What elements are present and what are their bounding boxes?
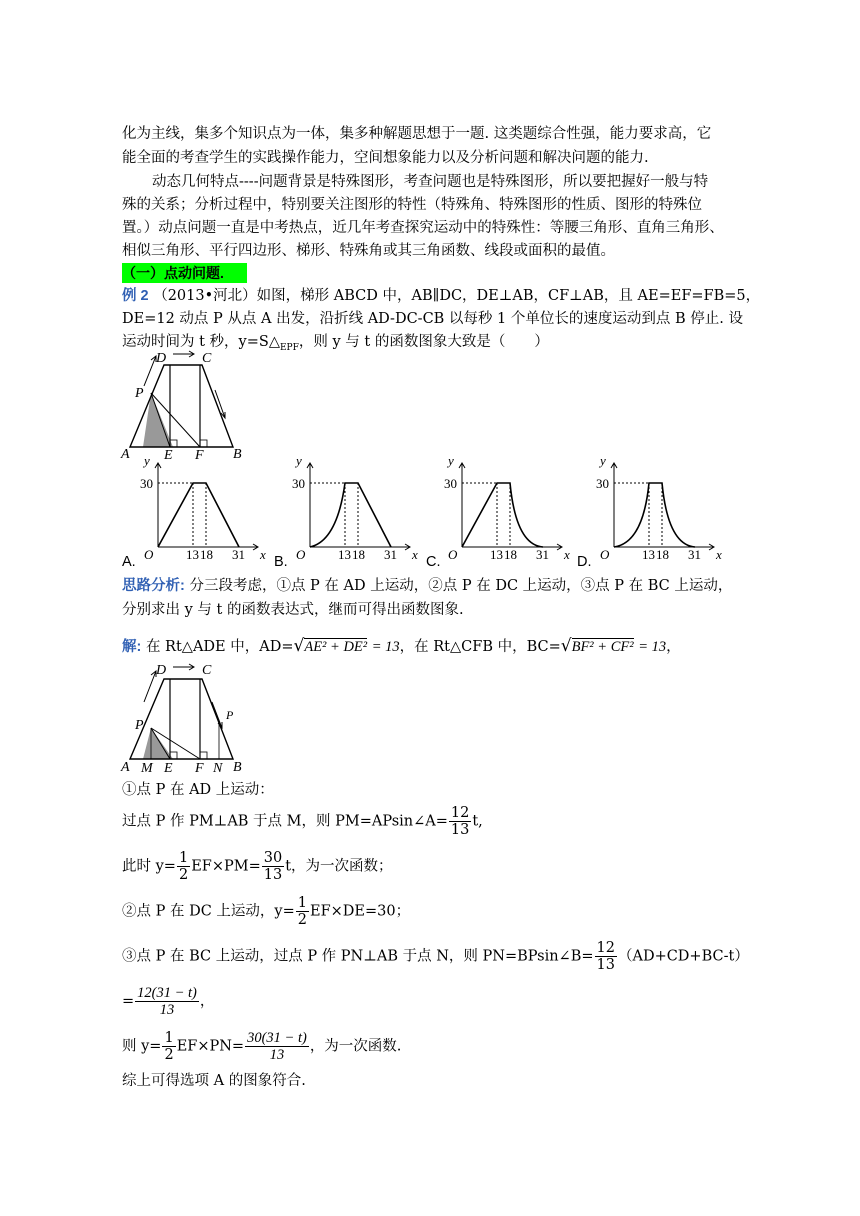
graph-option-d [596, 455, 722, 562]
label-C: C [202, 663, 212, 678]
label-C: C [202, 351, 212, 366]
solution-text: EF×DE=30； [310, 903, 411, 920]
x-label: x [260, 547, 266, 562]
label-B: B [233, 760, 242, 774]
x-label: x [564, 547, 570, 562]
fraction [449, 805, 471, 838]
numerator: 30(31 − t) [247, 1030, 307, 1046]
denominator: 13 [450, 822, 470, 838]
function-curve [462, 483, 543, 547]
analysis-label: 思路分析: [122, 578, 185, 594]
origin-label: O [600, 547, 610, 562]
intro-line: 相似三角形、平行四边形、梯形、特殊角或其三角函数、线段或面积的最值。 [122, 243, 615, 259]
solution-line [122, 1030, 401, 1063]
solution-line: ①点 P 在 AD 上运动： [122, 782, 274, 798]
numerator: 30 [263, 850, 283, 866]
solution-text: 过点 P 作 PM⊥AB 于点 M，则 PM=APsin∠A= [122, 813, 448, 830]
tick-label-13: 13 [642, 547, 655, 562]
numerator: 12 [596, 940, 615, 956]
label-F: F [195, 448, 204, 460]
tick-label-18: 18 [200, 547, 213, 562]
y-label: y [600, 455, 606, 468]
intro-line: 动态几何特点----问题背景是特殊图形，考查问题也是特殊图形，所以要把握好一般与特 [152, 174, 709, 190]
label-E: E [164, 761, 173, 774]
fraction [162, 1030, 175, 1063]
origin-label: O [144, 547, 154, 562]
y-label: y [448, 455, 454, 468]
tick-label-13: 13 [186, 547, 199, 562]
tick-label-31: 31 [384, 547, 397, 562]
solution-text: EF×PM= [191, 858, 261, 875]
analysis-text: 分三段考虑，①点 P 在 AD 上运动，②点 P 在 DC 上运动，③点 P 在 BC 上运动， [189, 578, 733, 594]
y-label: y [144, 455, 150, 468]
solution-line: 综上可得选项 A 的图象符合. [122, 1073, 306, 1089]
solution-text: = [122, 993, 135, 1010]
radicand: BF² + CF² [571, 639, 634, 655]
tick-label-18: 18 [504, 547, 517, 562]
fraction [245, 1030, 309, 1063]
solution-line [122, 850, 393, 883]
graph-option-c [444, 455, 570, 562]
solution-text: 此时 y= [122, 858, 176, 875]
tick-label-31: 31 [688, 547, 701, 562]
function-curve [310, 483, 391, 547]
example-text: 运动时间为 t 秒，y=S△ [122, 334, 280, 350]
intro-line: 化为主线，集多个知识点为一体，集多种解题思想于一题. 这类题综合性强，能力要求高，它 [122, 126, 712, 142]
example-line [122, 286, 760, 306]
label-D: D [156, 663, 167, 678]
analysis-line: 分别求出 y 与 t 的函数表达式，继而可得出函数图象. [122, 602, 464, 618]
label-M: M [141, 761, 153, 774]
denominator: 13 [159, 1002, 175, 1018]
label-A: A [121, 760, 130, 774]
tick-label-30: 30 [444, 476, 457, 491]
label-P: P [226, 708, 234, 722]
label-E: E [164, 448, 173, 460]
tick-label-30: 30 [596, 476, 609, 491]
origin-label: O [296, 547, 306, 562]
solution-text: 则 y= [122, 1038, 162, 1055]
solution-text: ②点 P 在 DC 上运动，y= [122, 903, 295, 920]
numerator: 1 [164, 1030, 174, 1046]
denominator: 2 [164, 1047, 174, 1063]
tick-label-31: 31 [536, 547, 549, 562]
label-B: B [233, 447, 242, 460]
solution-line [122, 805, 483, 838]
example-label: 例 2 [122, 288, 149, 304]
numerator: 12(31 − t) [137, 985, 197, 1001]
solution-text: ， [666, 639, 681, 655]
denominator: 13 [269, 1047, 285, 1063]
option-label-b[interactable]: B. [274, 554, 288, 570]
section-title: （一）点动问题. [122, 263, 247, 283]
intro-line: 置。）动点问题一直是中考热点，近几年考查探究运动中的特殊性：等腰三角形、直角三角形、 [122, 220, 724, 236]
label-F: F [195, 761, 204, 774]
solution-text: 在 Rt△ADE 中，AD= [145, 639, 294, 655]
option-graphs [140, 455, 730, 567]
option-label-c[interactable]: C. [426, 554, 441, 570]
fraction [296, 895, 309, 928]
label-A: A [121, 447, 130, 460]
label-D: D [156, 351, 167, 366]
solution-text: ③点 P 在 BC 上运动，过点 P 作 PN⊥AB 于点 N，则 PN=BPsin∠B= [122, 948, 594, 965]
x-label: x [412, 547, 418, 562]
solution-line [122, 636, 681, 657]
tick-label-30: 30 [292, 476, 305, 491]
analysis-line [122, 576, 732, 596]
y-label: y [296, 455, 302, 468]
denominator: 13 [596, 957, 615, 973]
x-label: x [716, 547, 722, 562]
equals-13: = 13 [371, 639, 400, 655]
numerator: 1 [297, 895, 307, 911]
solution-text: ，为一次函数. [309, 1038, 402, 1055]
fraction [177, 850, 190, 883]
solution-line [122, 895, 410, 928]
sqrt-sign: √ [293, 636, 305, 656]
fraction [595, 940, 617, 973]
example-text: ，则 y 与 t 的函数图象大致是（ ） [298, 334, 549, 350]
tick-label-31: 31 [232, 547, 245, 562]
label-P: P [135, 718, 144, 733]
example-line: DE=12 动点 P 从点 A 出发，沿折线 AD-DC-CB 以每秒 1 个单位长的速度运动到点 B 停止. 设 [122, 311, 743, 327]
tick-label-18: 18 [656, 547, 669, 562]
graph-option-b [292, 455, 418, 562]
solution-text: （AD+CD+BC-t） [617, 948, 749, 965]
denominator: 2 [297, 912, 307, 928]
solution-text: t, [472, 813, 483, 830]
tick-label-30: 30 [140, 476, 153, 491]
subscript: EPF [279, 342, 299, 353]
origin-label: O [448, 547, 458, 562]
label-N: N [213, 761, 223, 774]
option-label-a[interactable]: A. [122, 554, 136, 570]
solution-line [122, 940, 749, 973]
example-text: （2013•河北）如图，梯形 ABCD 中，AB∥DC，DE⊥AB，CF⊥AB，且 AE=EF=FB=5， [153, 288, 761, 304]
tick-label-13: 13 [490, 547, 503, 562]
tick-label-18: 18 [352, 547, 365, 562]
equals-13: = 13 [638, 639, 667, 655]
solution-text: ， [199, 993, 215, 1010]
intro-line: 殊的关系；分析过程中，特别要关注图形的特性（特殊角、特殊图形的性质、图形的特殊位 [122, 197, 702, 213]
option-label-d[interactable]: D. [577, 554, 592, 570]
sqrt-sign: √ [560, 636, 572, 656]
fraction [262, 850, 284, 883]
trapezoid-figure-2 [118, 658, 250, 774]
denominator: 2 [178, 867, 189, 883]
numerator: 1 [178, 850, 189, 866]
solution-text: ，在 Rt△CFB 中，BC= [399, 639, 561, 655]
solution-text: EF×PN= [176, 1038, 245, 1055]
solution-line [122, 985, 214, 1018]
label-P: P [135, 386, 144, 401]
numerator: 12 [450, 805, 470, 821]
function-curve [158, 483, 239, 547]
trapezoid-figure [118, 348, 250, 460]
intro-line: 能全面的考查学生的实践操作能力，空间想象能力以及分析问题和解决问题的能力. [122, 150, 649, 166]
fraction [135, 985, 199, 1018]
tick-label-13: 13 [338, 547, 351, 562]
solution-label: 解: [122, 639, 142, 655]
denominator: 13 [263, 867, 283, 883]
function-curve [614, 483, 695, 547]
graph-option-a [140, 455, 266, 562]
radicand: AE² + DE² [304, 639, 368, 655]
solution-text: t，为一次函数； [285, 858, 393, 875]
